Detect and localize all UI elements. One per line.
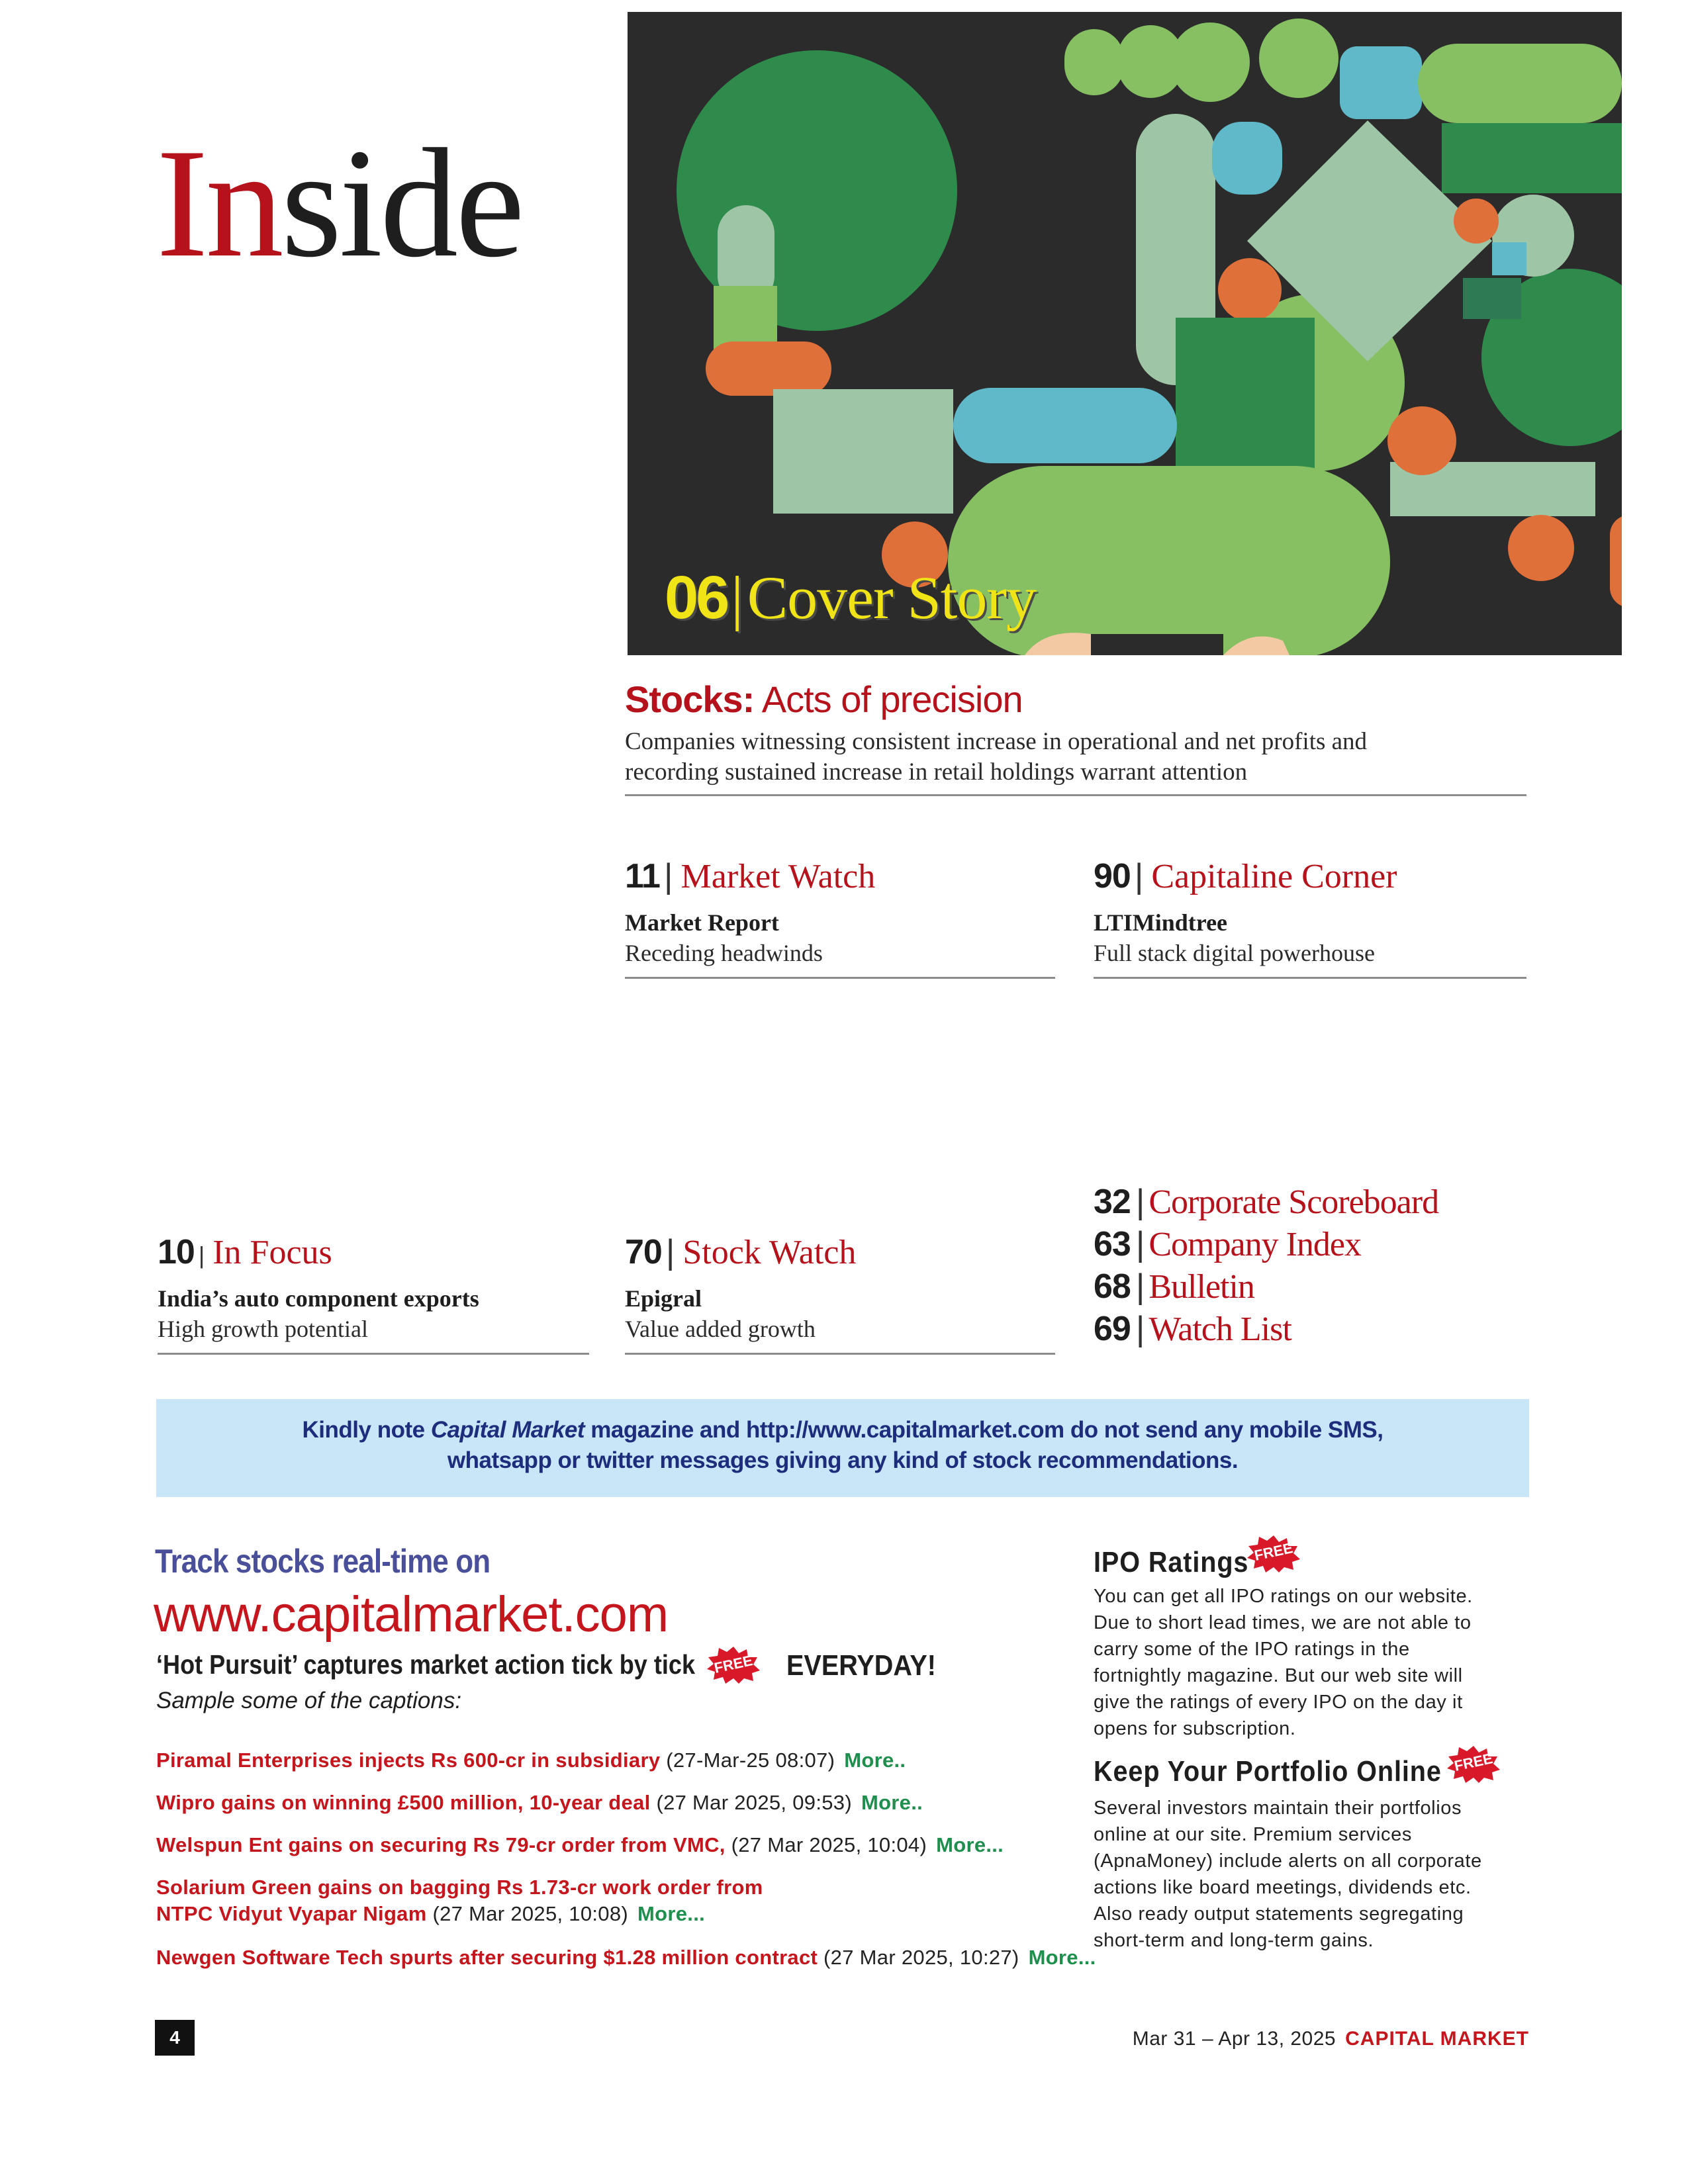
text-line: short-term and long-term gains. <box>1094 1930 1374 1951</box>
section-page-number: 10 <box>158 1233 195 1271</box>
text-line: opens for subscription. <box>1094 1718 1296 1739</box>
cover-story-caption[interactable] <box>665 563 1036 633</box>
track-heading: Track stocks real-time on <box>155 1543 491 1580</box>
notice-line <box>156 1415 1529 1445</box>
section-subhead: India’s auto component exports <box>158 1285 479 1312</box>
everyday-label: EVERYDAY! <box>786 1649 936 1682</box>
divider <box>625 794 1526 796</box>
index-title: Company Index <box>1149 1226 1361 1263</box>
text-line: (ApnaMoney) include alerts on all corporate <box>1094 1850 1482 1872</box>
index-title: Corporate Scoreboard <box>1149 1183 1439 1221</box>
lead-title: Acts of precision <box>761 678 1023 720</box>
website-link[interactable]: www.capitalmarket.com <box>154 1586 669 1643</box>
text-line: Due to short lead times, we are not able to <box>1094 1612 1472 1633</box>
text-line: online at our site. Premium services <box>1094 1824 1412 1845</box>
more-link[interactable]: More... <box>637 1902 706 1925</box>
caption-headline[interactable]: Newgen Software Tech spurts after securing $1.28 million contract <box>156 1946 818 1969</box>
caption-date: (27 Mar 2025, 10:27) <box>818 1946 1019 1969</box>
section-heading <box>1094 859 1397 894</box>
caption-date: (27 Mar 2025, 10:08) <box>426 1902 629 1925</box>
cover-illustration[interactable] <box>628 12 1622 655</box>
section-subhead: LTIMindtree <box>1094 909 1228 936</box>
caption-date: (27 Mar 2025, 10:04) <box>725 1833 927 1856</box>
caption-headline[interactable]: Piramal Enterprises injects Rs 600-cr in subsidiary <box>156 1749 661 1772</box>
index-item-company-index[interactable] <box>1094 1227 1438 1269</box>
lead-summary-line: recording sustained increase in retail holdings warrant attention <box>625 758 1248 786</box>
issue-date: Mar 31 – Apr 13, 2025 <box>1132 2028 1336 2050</box>
free-badge-label: FREE <box>1452 1750 1495 1774</box>
notice-text: magazine and http://www.capitalmarket.com do not send any mobile SMS, <box>585 1417 1383 1443</box>
divider <box>158 1353 589 1355</box>
index-separator: | <box>1135 1225 1145 1263</box>
section-title: In Focus <box>212 1234 332 1271</box>
section-subhead: Epigral <box>625 1285 702 1312</box>
text-line: Several investors maintain their portfolios <box>1094 1797 1462 1819</box>
portfolio-text <box>1094 1795 1504 1954</box>
divider <box>625 1353 1055 1355</box>
notice-magazine-name: Capital Market <box>430 1417 585 1443</box>
caption-item[interactable] <box>156 1833 1004 1857</box>
divider <box>1094 977 1526 979</box>
section-market-watch[interactable] <box>625 859 875 967</box>
caption-item[interactable] <box>156 1791 923 1815</box>
section-description: High growth potential <box>158 1316 368 1342</box>
section-separator: | <box>665 1233 675 1271</box>
caption-item-continued[interactable] <box>156 1902 705 1926</box>
ipo-ratings-heading[interactable]: IPO Ratings <box>1094 1546 1249 1578</box>
section-stock-watch[interactable] <box>625 1235 856 1343</box>
index-page-number: 68 <box>1094 1267 1131 1306</box>
text-line: actions like board meetings, dividends etc. <box>1094 1877 1472 1898</box>
section-capitaline-corner[interactable] <box>1094 859 1397 967</box>
section-description: Full stack digital powerhouse <box>1094 940 1375 966</box>
section-title: Stock Watch <box>682 1234 857 1271</box>
section-page-number: 11 <box>625 857 660 895</box>
text-line: give the ratings of every IPO on the day it <box>1094 1692 1463 1713</box>
section-separator: | <box>1134 857 1144 895</box>
text-line: You can get all IPO ratings on our website. <box>1094 1586 1473 1607</box>
more-link[interactable]: More... <box>936 1833 1004 1856</box>
section-page-number: 90 <box>1094 857 1131 895</box>
more-link[interactable]: More... <box>1028 1946 1096 1969</box>
index-list <box>1094 1185 1438 1354</box>
lead-summary-line: Companies witnessing consistent increase in operational and net profits and <box>625 728 1368 755</box>
more-link[interactable]: More.. <box>844 1749 906 1772</box>
title-part-red: In <box>156 117 281 290</box>
section-separator: | <box>198 1242 205 1269</box>
text-line: fortnightly magazine. But our web site will <box>1094 1665 1463 1686</box>
free-badge <box>1446 1745 1501 1786</box>
section-in-focus[interactable] <box>158 1235 479 1343</box>
section-title: Market Watch <box>680 858 876 895</box>
index-item-corporate-scoreboard[interactable] <box>1094 1185 1438 1227</box>
sample-captions-label: Sample some of the captions: <box>156 1688 462 1713</box>
text-line: Also ready output statements segregating <box>1094 1903 1464 1925</box>
section-title: Capitaline Corner <box>1151 858 1397 895</box>
section-heading <box>625 1235 856 1270</box>
caption-item[interactable] <box>156 1876 763 1899</box>
lead-story-heading[interactable] <box>625 678 1023 721</box>
index-page-number: 69 <box>1094 1310 1131 1348</box>
magazine-name: CAPITAL MARKET <box>1345 2028 1529 2050</box>
caption-item[interactable] <box>156 1749 906 1772</box>
lead-summary <box>625 727 1419 788</box>
section-heading <box>625 859 875 894</box>
index-item-watch-list[interactable] <box>1094 1312 1438 1354</box>
section-heading <box>158 1235 479 1270</box>
free-badge-label: FREE <box>712 1652 755 1676</box>
page-title <box>156 117 522 290</box>
more-link[interactable]: More.. <box>861 1791 923 1814</box>
footer-issue <box>1133 2028 1529 2050</box>
text-line: carry some of the IPO ratings in the <box>1094 1639 1410 1660</box>
caption-date: (27 Mar 2025, 09:53) <box>650 1791 852 1814</box>
lead-kicker: Stocks: <box>625 678 755 720</box>
title-part-black: side <box>281 117 522 290</box>
divider <box>625 977 1055 979</box>
notice-text: Kindly note <box>302 1417 431 1443</box>
caption-item[interactable] <box>156 1946 1096 1970</box>
caption-headline[interactable]: Wipro gains on winning £500 million, 10-year deal <box>156 1791 651 1814</box>
section-page-number: 70 <box>625 1233 662 1271</box>
index-item-bulletin[interactable] <box>1094 1269 1438 1312</box>
caption-headline[interactable]: NTPC Vidyut Vyapar Nigam <box>156 1902 427 1925</box>
index-title: Bulletin <box>1149 1268 1254 1306</box>
cover-story-label: Cover Story <box>747 564 1036 631</box>
free-badge <box>1246 1534 1301 1576</box>
caption-date: (27-Mar-25 08:07) <box>660 1749 835 1772</box>
index-page-number: 63 <box>1094 1225 1131 1263</box>
cover-separator: | <box>731 564 743 631</box>
index-separator: | <box>1135 1310 1145 1348</box>
cover-page-number: 06 <box>665 564 727 631</box>
free-badge-label: FREE <box>1252 1539 1295 1564</box>
cover-shapes-graphic <box>628 12 1622 655</box>
portfolio-heading[interactable]: Keep Your Portfolio Online <box>1094 1755 1442 1788</box>
notice-line: whatsapp or twitter messages giving any kind of stock recommendations. <box>447 1447 1239 1473</box>
ipo-ratings-text <box>1094 1583 1504 1742</box>
section-separator: | <box>663 857 673 895</box>
index-separator: | <box>1135 1183 1145 1221</box>
index-separator: | <box>1135 1267 1145 1306</box>
index-title: Watch List <box>1149 1310 1291 1348</box>
index-page-number: 32 <box>1094 1183 1131 1221</box>
section-subhead: Market Report <box>625 909 779 936</box>
caption-headline[interactable]: Welspun Ent gains on securing Rs 79-cr order from VMC, <box>156 1833 726 1856</box>
page-number: 4 <box>155 2020 195 2056</box>
section-description: Receding headwinds <box>625 940 823 966</box>
hot-pursuit-tagline: ‘Hot Pursuit’ captures market action tick by tick <box>156 1649 696 1680</box>
caption-headline[interactable]: Solarium Green gains on bagging Rs 1.73-cr work order from <box>156 1876 763 1899</box>
section-description: Value added growth <box>625 1316 816 1342</box>
notice-banner <box>156 1399 1529 1497</box>
free-badge <box>706 1645 761 1687</box>
